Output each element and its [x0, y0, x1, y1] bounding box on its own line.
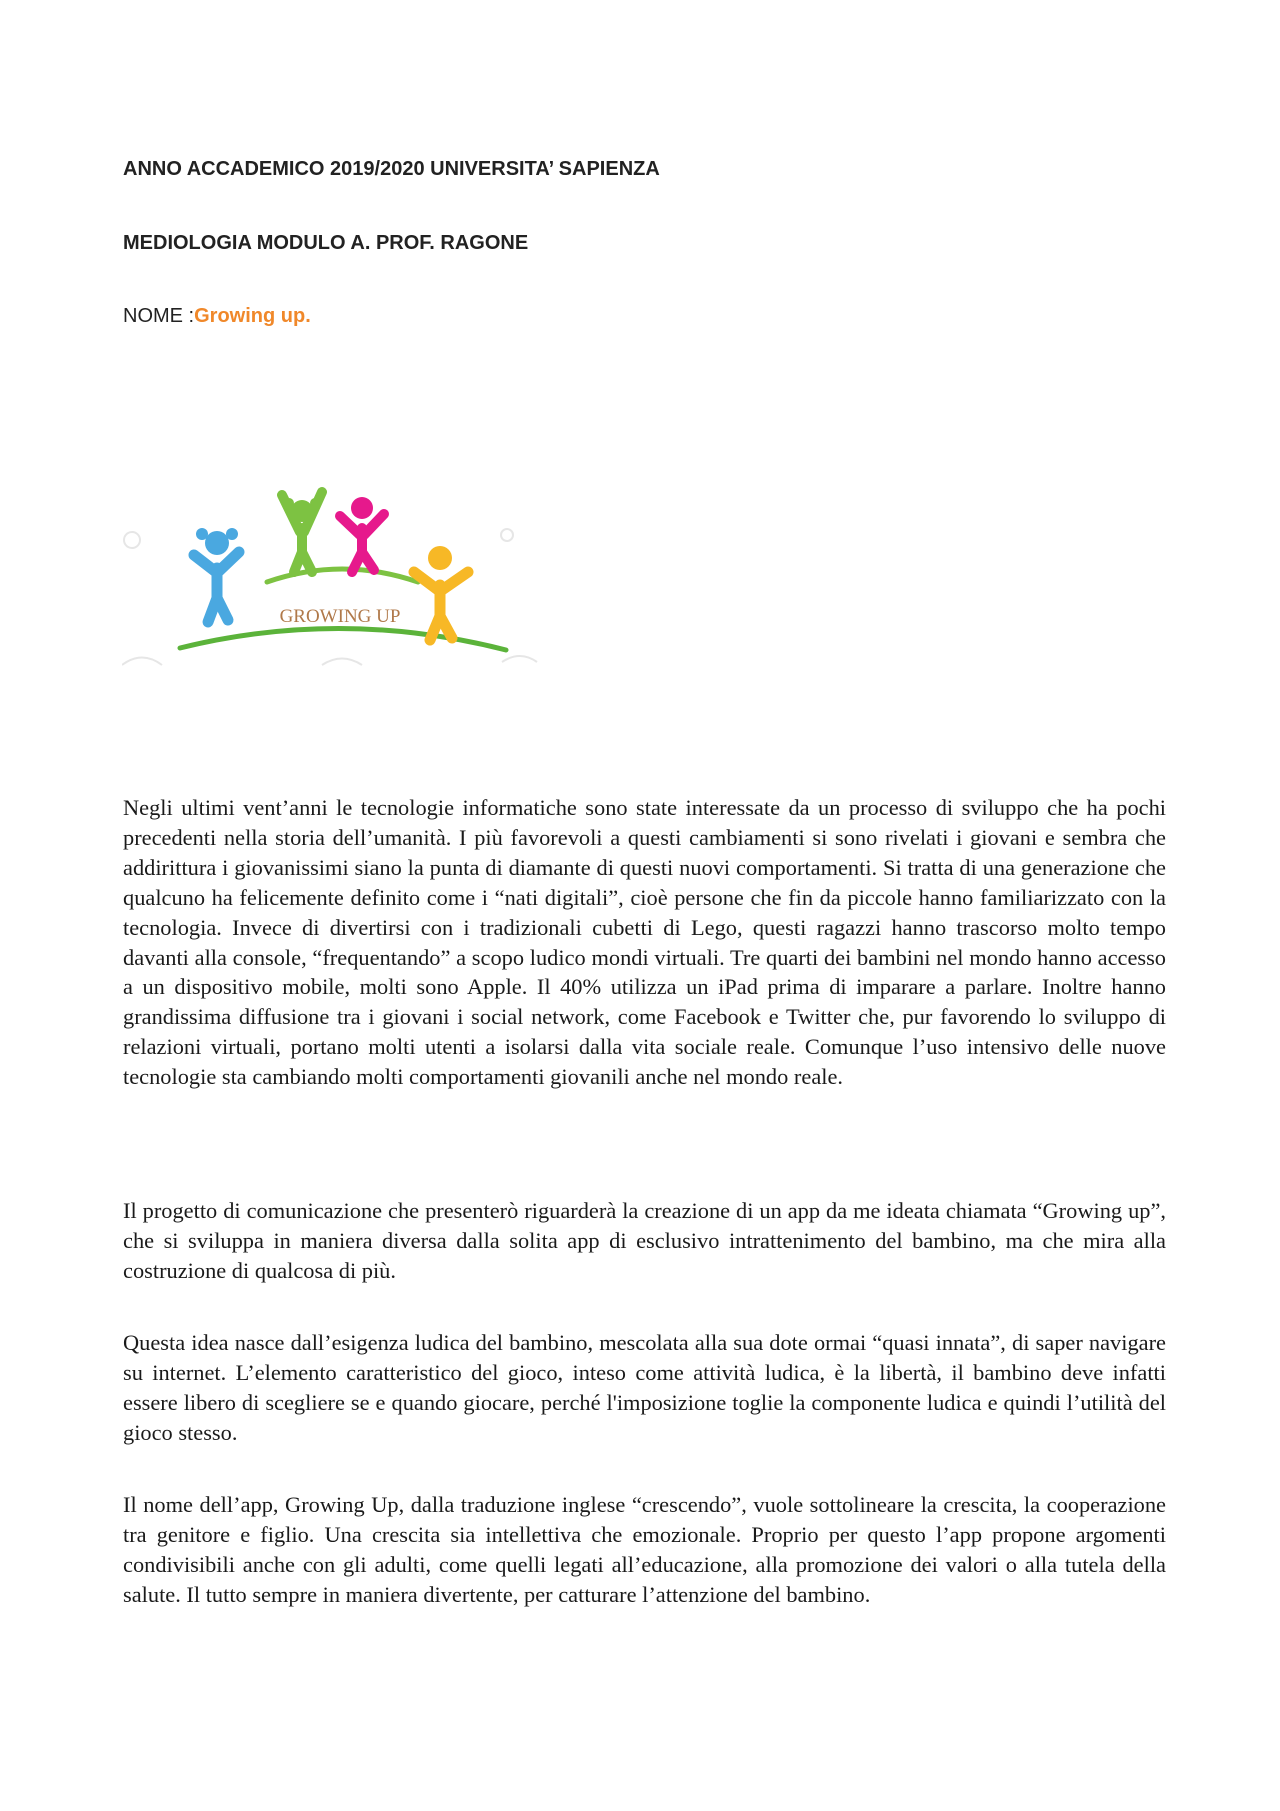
- paragraph-1: Negli ultimi vent’anni le tecnologie informatiche sono state interessate da un processo di sviluppo che ha pochi precedenti nella storia dell’umanità. I più favorevoli a questi cambiamenti si sono rivelati i giovani e sembra che addirittura i giovanissimi siano la punta di diamante di questi nuovi comportamenti. Si tratta di una generazione che qualcuno ha felicemente definito come i “nati digitali”, cioè persone che fin da piccole hanno familiarizzato con la tecnologia. Invece di divertirsi con i tradizionali cubetti di Lego, questi ragazzi hanno trascorso molto tempo davanti alla console, “frequentando” a scopo ludico mondi virtuali. Tre quarti dei bambini nel mondo hanno accesso a un dispositivo mobile, molti sono Apple. Il 40% utilizza un iPad prima di imparare a parlare. Inoltre hanno grandissima diffusione tra i giovani i social network, come Facebook e Twitter che, pur favorendo lo sviluppo di relazioni virtuali, portano molti utenti a isolarsi dalla vita sociale reale. Comunque l’uso intensivo delle nuove tecnologie sta cambiando molti comportamenti giovanili anche nel mondo reale.: [123, 795, 1166, 1090]
- yellow-child-figure: [414, 546, 468, 640]
- growing-up-logo: [122, 440, 542, 685]
- name-label: NOME :: [123, 305, 195, 327]
- paragraph-3: Questa idea nasce dall’esigenza ludica del bambino, mescolata alla sua dote ormai “quasi innata”, di saper navigare su internet. L’elemento caratteristico del gioco, inteso come attività ludica, è la libertà, il bambino deve infatti essere libero di scegliere se e quando giocare, perché l'imposizione toglie la componente ludica e quindi l’utilità del gioco stesso.: [123, 1330, 1166, 1445]
- course-heading: MEDIOLOGIA MODULO A. PROF. RAGONE: [123, 232, 529, 254]
- blue-child-figure: [194, 528, 239, 622]
- magenta-child-figure: [340, 497, 384, 572]
- paragraph-2: Il progetto di comunicazione che presenterò riguarderà la creazione di un app da me ideata chiamata “Growing up”, che si sviluppa in maniera diversa dalla solita app di esclusivo intrattenimento del bambino, ma che mira alla costruzione di qualcosa di più.: [123, 1198, 1166, 1283]
- project-name: Growing up.: [194, 305, 311, 327]
- paragraph-4: Il nome dell’app, Growing Up, dalla traduzione inglese “crescendo”, vuole sottolineare la crescita, la cooperazione tra genitore e figlio. Una crescita sia intellettiva che emozionale. Proprio per questo l’app propone argomenti condivisibili anche con gli adulti, come quelli legati all’educazione, alla promozione dei valori o alla tutela della salute. Il tutto sempre in maniera divertente, per catturare l’attenzione del bambino.: [123, 1492, 1166, 1607]
- academic-year-heading: ANNO ACCADEMICO 2019/2020 UNIVERSITA’ SAPIENZA: [123, 158, 660, 180]
- logo-text: GROWING UP: [279, 606, 401, 627]
- green-child-figure: [282, 492, 322, 572]
- project-name-line: [123, 305, 311, 328]
